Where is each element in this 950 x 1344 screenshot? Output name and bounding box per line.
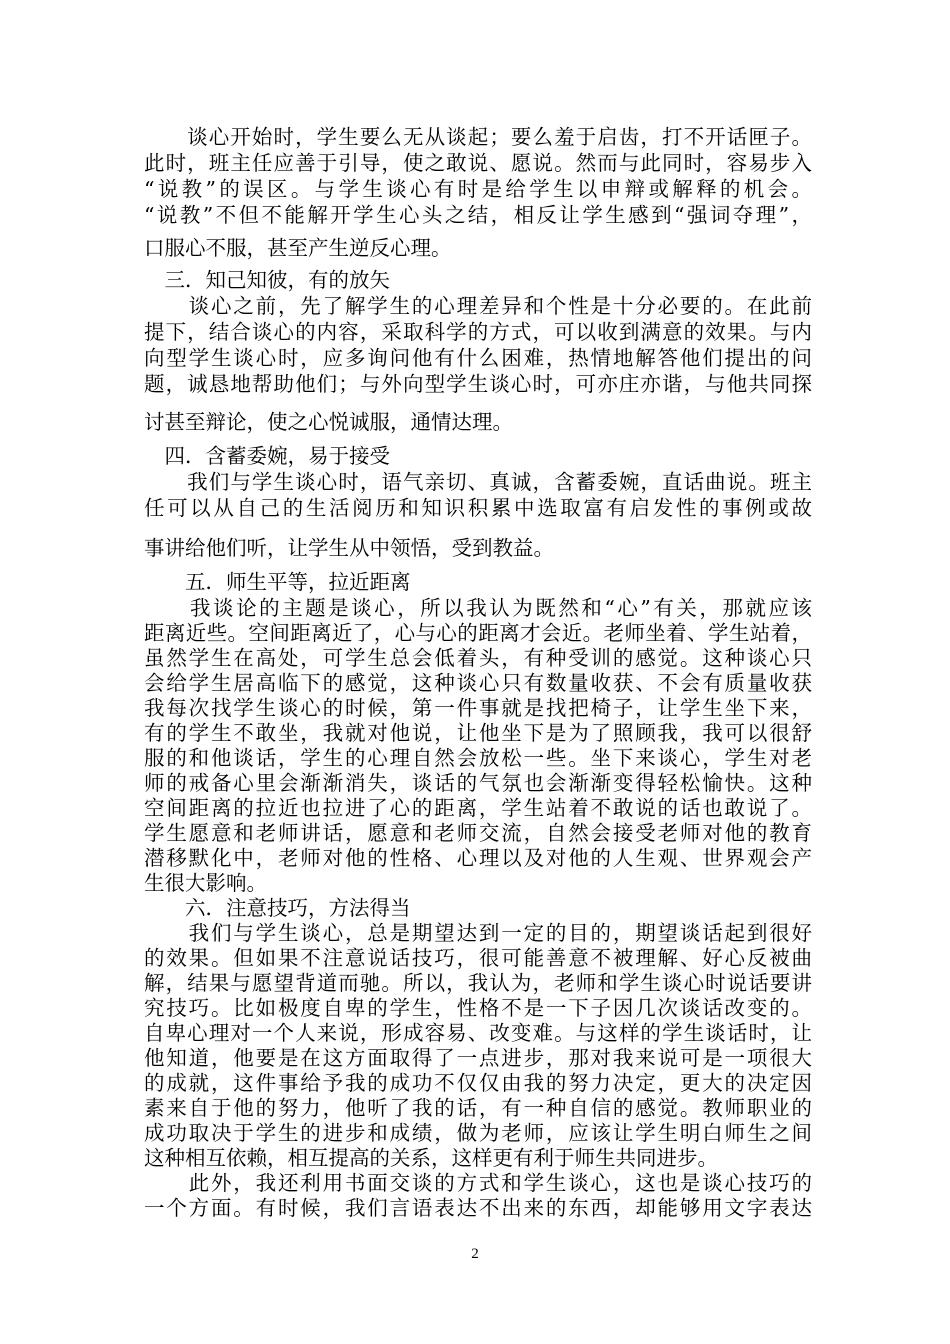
body-line: 师的戒备心里会渐渐消失，谈话的气氛也会渐渐变得轻松愉快。这种 — [144, 771, 812, 795]
body-line: 素来自于他的努力，他听了我的话，有一种自信的感觉。教师职业的 — [144, 1096, 812, 1120]
body-line: 生很大影响。 — [144, 871, 267, 895]
body-line: 学生愿意和老师讲话，愿意和老师交流，自然会接受老师对他的教育 — [144, 821, 812, 845]
section-heading: 三．知己知彼，有的放矢 — [144, 268, 390, 292]
body-line: 此时，班主任应善于引导，使之敢说、愿说。然而与此同时，容易步入 — [144, 151, 812, 175]
body-line: 任可以从自己的生活阅历和知识积累中选取富有启发性的事例或故 — [144, 496, 812, 520]
section-heading: 六．注意技巧，方法得当 — [144, 896, 411, 920]
body-line: 的成就，这件事给予我的成功不仅仅由我的努力决定，更大的决定因 — [144, 1071, 812, 1095]
body-line: “说教”不但不能解开学生心头之结，相反让学生感到“强词夺理”， — [144, 203, 812, 227]
body-line: 的效果。但如果不注意说话技巧，很可能善意不被理解、好心反被曲 — [144, 946, 812, 970]
page-number: 2 — [471, 1246, 479, 1262]
body-line: 服的和他谈话，学生的心理自然会放松一些。坐下来谈心，学生对老 — [144, 746, 812, 770]
body-line: 潜移默化中，老师对他的性格、心理以及对他的人生观、世界观会产 — [144, 846, 812, 870]
body-line: 虽然学生在高处，可学生总会低着头，有种受训的感觉。这种谈心只 — [144, 646, 812, 670]
body-line: 有的学生不敢坐，我就对他说，让他坐下是为了照顾我，我可以很舒 — [144, 721, 812, 745]
body-line: 口服心不服，甚至产生逆反心理。 — [144, 236, 452, 260]
body-line: 空间距离的拉近也拉进了心的距离，学生站着不敢说的话也敢说了。 — [144, 796, 812, 820]
body-line: 我们与学生谈心时，语气亲切、真诚，含蓄委婉，直话曲说。班主 — [144, 470, 812, 494]
body-line: 会给学生居高临下的感觉，这种谈心只有数量收获、不会有质量收获 — [144, 671, 812, 695]
section-heading: 五．师生平等，拉近距离 — [144, 570, 411, 594]
body-line: 题，诚恳地帮助他们；与外向型学生谈心时，可亦庄亦谐，与他共同探 — [144, 372, 812, 396]
body-line: 向型学生谈心时，应多询问他有什么困难，热情地解答他们提出的问 — [144, 346, 812, 370]
body-line: 一个方面。有时候，我们言语表达不出来的东西，却能够用文字表达 — [144, 1196, 812, 1220]
section-heading: 四．含蓄委婉，易于接受 — [144, 444, 390, 468]
body-line: 这种相互依赖，相互提高的关系，这样更有利于师生共同进步。 — [144, 1146, 718, 1170]
body-line: 究技巧。比如极度自卑的学生，性格不是一下子因几次谈话改变的。 — [144, 996, 812, 1020]
body-line: 我每次找学生谈心的时候，第一件事就是找把椅子，让学生坐下来， — [144, 696, 812, 720]
body-line: 谈心开始时，学生要么无从谈起；要么羞于启齿，打不开话匣子。 — [144, 125, 812, 149]
body-line: 我谈论的主题是谈心，所以我认为既然和“心”有关，那就应该 — [144, 596, 812, 620]
body-line: 讨甚至辩论，使之心悦诚服，通情达理。 — [144, 410, 513, 434]
body-line: 我们与学生谈心，总是期望达到一定的目的，期望谈话起到很好 — [144, 921, 812, 945]
body-line: 距离近些。空间距离近了，心与心的距离才会近。老师坐着、学生站着， — [144, 621, 812, 645]
body-line: 成功取决于学生的进步和成绩，做为老师，应该让学生明白师生之间 — [144, 1121, 812, 1145]
body-line: 提下，结合谈心的内容，采取科学的方式，可以收到满意的效果。与内 — [144, 320, 812, 344]
body-line: 事讲给他们听，让学生从中领悟，受到教益。 — [144, 536, 554, 560]
body-line: 自卑心理对一个人来说，形成容易、改变难。与这样的学生谈话时，让 — [144, 1021, 812, 1045]
body-line: 此外，我还利用书面交谈的方式和学生谈心，这也是谈心技巧的 — [144, 1171, 812, 1195]
body-line: 他知道，他要是在这方面取得了一点进步，那对我来说可是一项很大 — [144, 1046, 812, 1070]
body-line: 谈心之前，先了解学生的心理差异和个性是十分必要的。在此前 — [144, 294, 812, 318]
body-line: 解，结果与愿望背道而驰。所以，我认为，老师和学生谈心时说话要讲 — [144, 971, 812, 995]
body-line: “说教”的误区。与学生谈心有时是给学生以申辩或解释的机会。 — [144, 177, 812, 201]
